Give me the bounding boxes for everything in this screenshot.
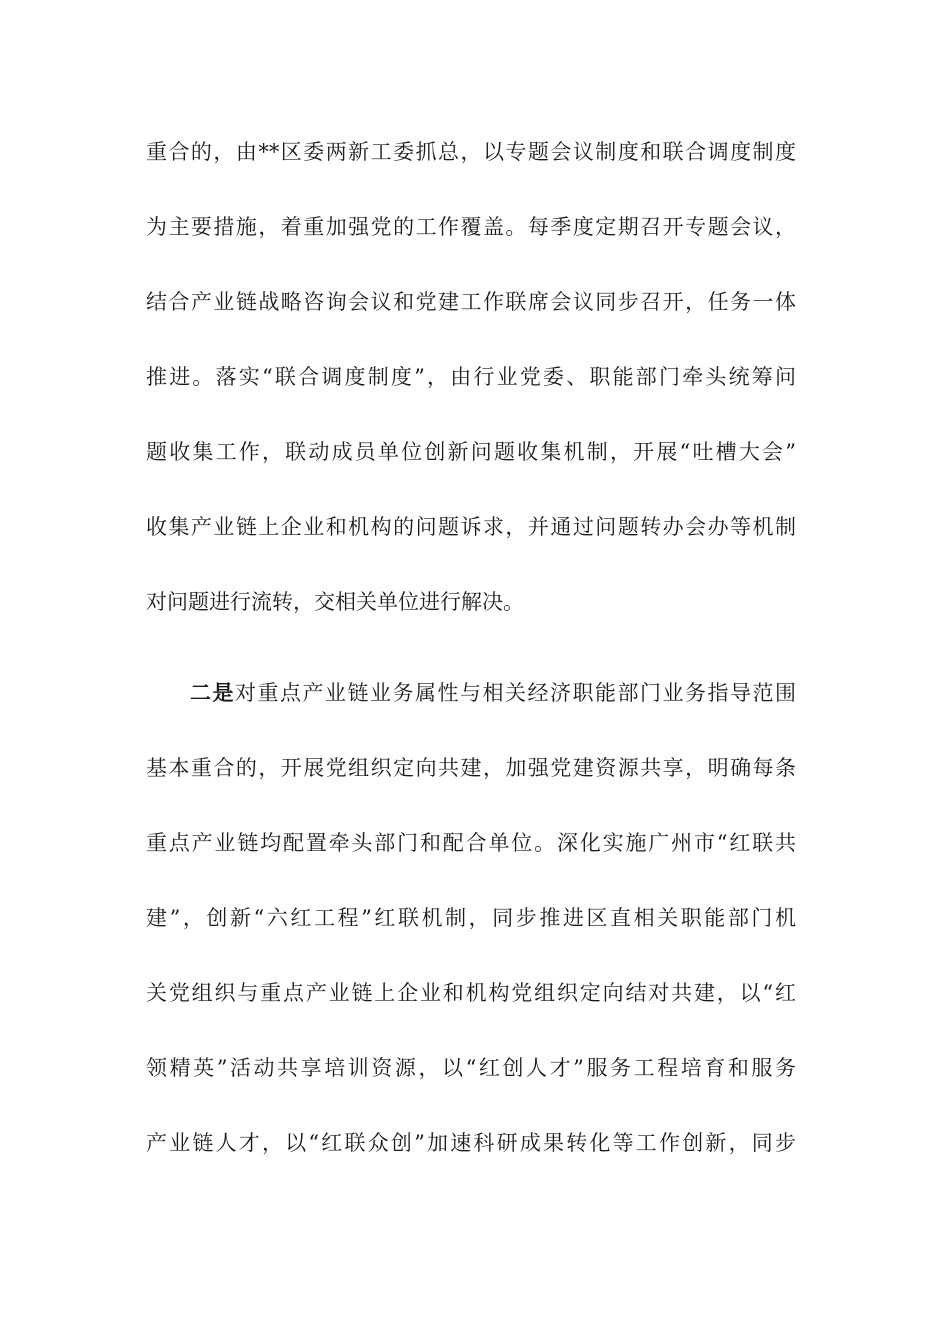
paragraph-line: 对问题进行流转，交相关单位进行解决。 — [146, 590, 524, 614]
paragraph-line: 重合的，由**区委两新工委抓总，以专题会议制度和联合调度制度 — [146, 140, 796, 164]
paragraph-line: 建”，创新“六红工程”红联机制，同步推进区直相关职能部门机 — [146, 906, 796, 930]
paragraph-line: 关党组织与重点产业链上企业和机构党组织定向结对共建，以“红 — [146, 981, 796, 1005]
paragraph-line: 推进。落实“联合调度制度”，由行业党委、职能部门牵头统筹问 — [146, 365, 796, 389]
paragraph-line: 领精英”活动共享培训资源，以“红创人才”服务工程培育和服务 — [146, 1056, 796, 1080]
paragraph-line: 结合产业链战略咨询会议和党建工作联席会议同步召开，任务一体 — [146, 290, 796, 314]
paragraph-line: 收集产业链上企业和机构的问题诉求，并通过问题转办会办等机制 — [146, 515, 796, 539]
paragraph-lead: 二是 — [190, 680, 235, 705]
paragraph-line: 重点产业链均配置牵头部门和配合单位。深化实施广州市“红联共 — [146, 831, 796, 855]
paragraph-line: 为主要措施，着重加强党的工作覆盖。每季度定期召开专题会议， — [146, 215, 796, 239]
paragraph-line: 题收集工作，联动成员单位创新问题收集机制，开展“吐槽大会” — [146, 440, 796, 464]
paragraph-line: 基本重合的，开展党组织定向共建，加强党建资源共享，明确每条 — [146, 756, 796, 780]
paragraph-first-line — [190, 673, 796, 713]
paragraph-first-line-text: 对重点产业链业务属性与相关经济职能部门业务指导范围 — [235, 681, 796, 705]
paragraph-line: 产业链人才，以“红联众创”加速科研成果转化等工作创新，同步 — [146, 1131, 796, 1155]
